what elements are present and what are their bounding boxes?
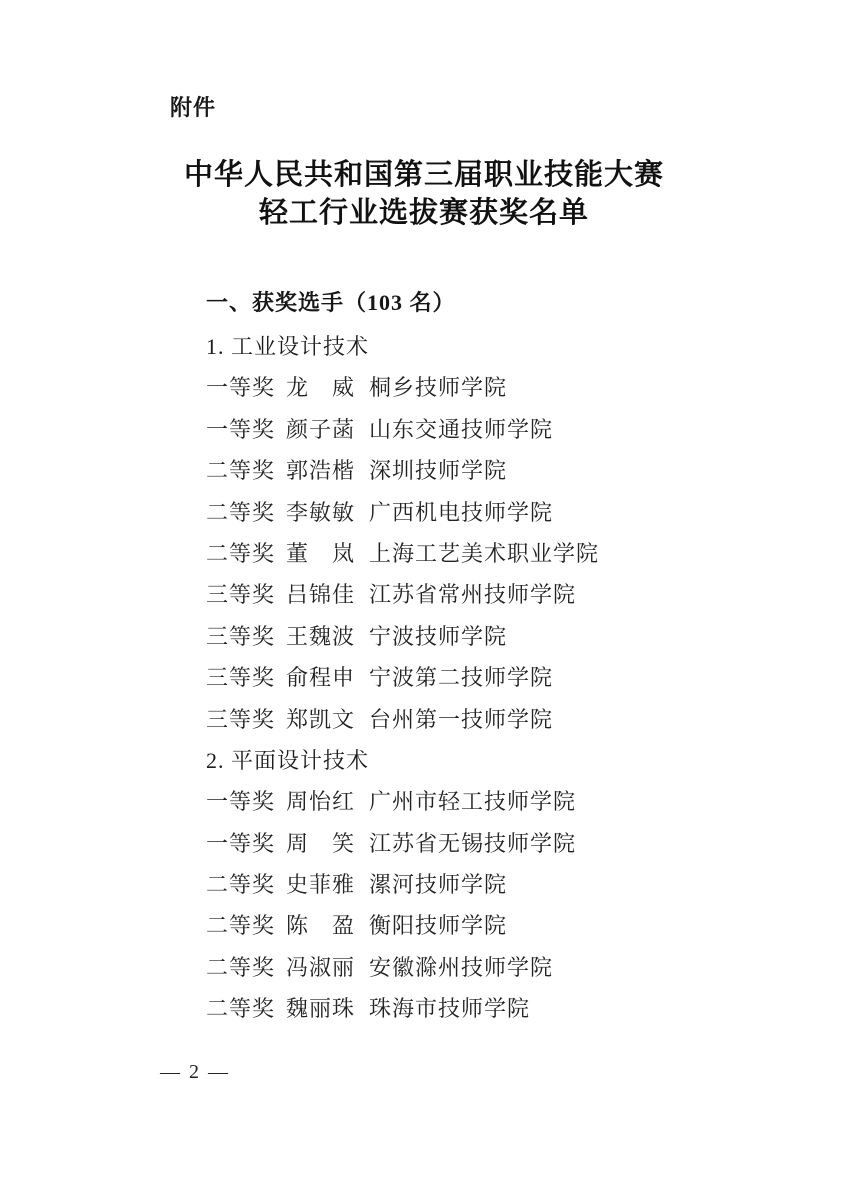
page-number: — 2 — xyxy=(160,1061,230,1083)
winner-row xyxy=(206,533,766,574)
winner-name: 颜子菡 xyxy=(286,416,356,442)
winner-school: 衡阳技师学院 xyxy=(369,913,508,939)
winner-award: 一等奖 xyxy=(206,375,276,401)
winner-row xyxy=(206,492,766,533)
winner-name: 周 笑 xyxy=(286,830,356,856)
winner-name: 王魏波 xyxy=(286,623,356,649)
winner-award: 二等奖 xyxy=(206,458,276,484)
winner-award: 三等奖 xyxy=(206,582,276,608)
winner-school: 江苏省常州技师学院 xyxy=(369,582,577,608)
winner-name: 龙 威 xyxy=(286,375,356,401)
winner-award: 一等奖 xyxy=(206,830,276,856)
winner-name: 冯淑丽 xyxy=(286,954,356,980)
winner-row xyxy=(206,409,766,450)
winner-school: 广州市轻工技师学院 xyxy=(369,789,577,815)
winner-row xyxy=(206,450,766,491)
winner-award: 一等奖 xyxy=(206,416,276,442)
winner-row xyxy=(206,574,766,615)
winner-school: 深圳技师学院 xyxy=(369,458,508,484)
winners-list xyxy=(206,326,766,1030)
winner-award: 二等奖 xyxy=(206,540,276,566)
winner-school: 宁波技师学院 xyxy=(369,623,508,649)
winner-row xyxy=(206,657,766,698)
winner-award: 三等奖 xyxy=(206,623,276,649)
winner-name: 郑凯文 xyxy=(286,706,356,732)
document-title-line2: 轻工行业选拔赛获奖名单 xyxy=(258,197,589,229)
winner-award: 二等奖 xyxy=(206,499,276,525)
winner-row xyxy=(206,823,766,864)
winner-award: 三等奖 xyxy=(206,665,276,691)
winner-school: 上海工艺美术职业学院 xyxy=(369,540,600,566)
winner-award: 二等奖 xyxy=(206,996,276,1022)
category-heading: 1. 工业设计技术 xyxy=(206,334,370,359)
winner-row xyxy=(206,699,766,740)
winner-name: 魏丽珠 xyxy=(286,996,356,1022)
winner-award: 三等奖 xyxy=(206,706,276,732)
winner-row xyxy=(206,988,766,1029)
category-heading: 2. 平面设计技术 xyxy=(206,747,370,773)
winner-row xyxy=(206,616,766,657)
winner-school: 山东交通技师学院 xyxy=(369,416,554,442)
document-title xyxy=(0,156,848,232)
winner-name: 李敏敏 xyxy=(286,499,356,525)
winner-school: 珠海市技师学院 xyxy=(369,996,531,1022)
winner-school: 江苏省无锡技师学院 xyxy=(369,830,577,856)
section-heading-winners: 一、获奖选手（103 名） xyxy=(206,290,456,315)
winner-name: 郭浩楷 xyxy=(286,458,356,484)
winner-name: 董 岚 xyxy=(286,540,356,566)
winner-school: 安徽滁州技师学院 xyxy=(369,954,554,980)
winner-award: 二等奖 xyxy=(206,913,276,939)
winner-row xyxy=(206,367,766,408)
attachment-label: 附件 xyxy=(170,95,217,120)
winner-school: 桐乡技师学院 xyxy=(369,375,508,401)
winner-row xyxy=(206,905,766,946)
winner-name: 周怡红 xyxy=(286,789,356,815)
winner-row xyxy=(206,781,766,822)
winner-school: 台州第一技师学院 xyxy=(369,706,554,732)
winner-school: 广西机电技师学院 xyxy=(369,499,554,525)
winner-school: 宁波第二技师学院 xyxy=(369,665,554,691)
winner-award: 二等奖 xyxy=(206,872,276,898)
winner-name: 俞程申 xyxy=(286,665,356,691)
winner-name: 陈 盈 xyxy=(286,913,356,939)
winner-award: 一等奖 xyxy=(206,789,276,815)
winner-row xyxy=(206,864,766,905)
winner-name: 史菲雅 xyxy=(286,872,356,898)
winner-school: 漯河技师学院 xyxy=(369,872,508,898)
winner-award: 二等奖 xyxy=(206,954,276,980)
document-title-line1: 中华人民共和国第三届职业技能大赛 xyxy=(183,159,664,191)
winner-name: 吕锦佳 xyxy=(286,582,356,608)
winner-row xyxy=(206,947,766,988)
